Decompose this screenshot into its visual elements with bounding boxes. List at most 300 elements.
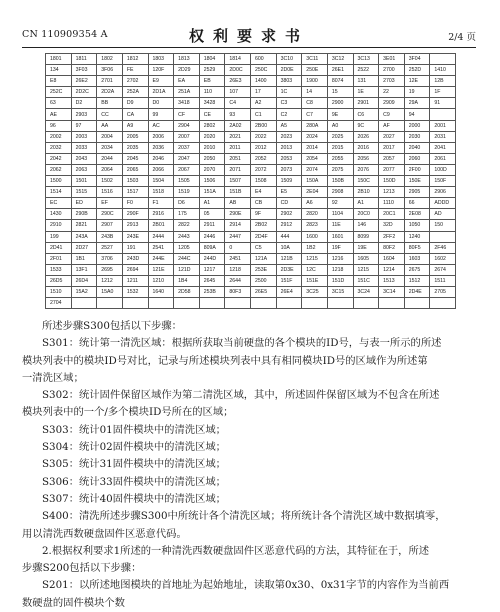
table-cell: 243A <box>71 231 97 242</box>
table-cell: 2D58 <box>174 286 200 297</box>
table-cell: 19E <box>353 242 379 253</box>
table-cell: 26E5 <box>251 286 277 297</box>
table-cell: C1 <box>251 109 277 120</box>
table-cell: 2010 <box>199 142 225 153</box>
table-cell: 2062 <box>46 164 72 175</box>
table-cell: 12B <box>430 76 456 87</box>
table-cell: 2011 <box>225 142 251 153</box>
table-cell: 26E1 <box>327 65 353 76</box>
table-cell: 2910 <box>46 220 72 231</box>
table-cell: 1F <box>430 87 456 98</box>
table-cell: 2025 <box>327 131 353 142</box>
table-cell: A6 <box>302 198 328 209</box>
table-cell: 12E <box>404 76 430 87</box>
table-cell: 1514 <box>46 187 72 198</box>
table-cell: 2701 <box>97 76 123 87</box>
table-cell: 151D <box>327 275 353 286</box>
table-cell: 2015 <box>327 142 353 153</box>
table-cell: 2674 <box>430 264 456 275</box>
table-cell: 1050 <box>404 220 430 231</box>
document-number: CN 110909354 A <box>22 29 108 40</box>
table-cell: 3C15 <box>327 286 353 297</box>
table-row <box>46 164 456 175</box>
table-row <box>46 187 456 198</box>
table-cell: 110 <box>199 87 225 98</box>
page-header <box>22 25 476 47</box>
table-cell: AA <box>97 120 123 131</box>
table-cell: 2047 <box>174 153 200 164</box>
table-cell: 2675 <box>404 264 430 275</box>
table-cell: 3F06 <box>97 65 123 76</box>
table-row <box>46 198 456 209</box>
table-cell: 1217 <box>199 264 225 275</box>
table-cell: 3C24 <box>353 286 379 297</box>
table-row <box>46 231 456 242</box>
table-cell: 05 <box>199 209 225 220</box>
table-row <box>46 242 456 253</box>
table-cell: 809A <box>199 242 225 253</box>
table-cell: AC <box>148 120 174 131</box>
table-cell: 3C14 <box>379 286 405 297</box>
table-cell: 2500 <box>251 275 277 286</box>
table-cell: 244C <box>174 253 200 264</box>
table-cell: 2014 <box>302 142 328 153</box>
table-cell <box>430 231 456 242</box>
table-cell: 2044 <box>97 153 123 164</box>
table-cell: 2904 <box>174 120 200 131</box>
table-cell: 1104 <box>327 209 353 220</box>
table-cell: 243D <box>122 253 148 264</box>
table-cell: AD <box>430 209 456 220</box>
table-cell: 251A <box>174 87 200 98</box>
claim-line: 模块列表中的一个/多个模块ID号所在的区域； <box>22 406 234 419</box>
table-cell: AF <box>379 120 405 131</box>
table-cell: 1900 <box>302 76 328 87</box>
table-cell: 2D4F <box>251 231 277 242</box>
table-cell: F1 <box>148 198 174 209</box>
table-cell: 2027 <box>379 131 405 142</box>
table-cell: 2527 <box>97 242 123 253</box>
table-cell: 2D3E <box>276 264 302 275</box>
table-cell: 1210 <box>148 275 174 286</box>
claim-line: S303：统计01固件模块中的清洗区域； <box>42 423 226 436</box>
table-cell: 63 <box>46 98 72 109</box>
table-cell <box>276 298 302 309</box>
table-cell: 2522 <box>353 65 379 76</box>
table-cell: 290E <box>225 209 251 220</box>
table-cell: 1215 <box>302 253 328 264</box>
table-cell: 2006 <box>148 131 174 142</box>
table-cell: 150C <box>353 176 379 187</box>
table-cell: EB <box>199 76 225 87</box>
table-cell: 1213 <box>379 187 405 198</box>
claim-line: 2.根据权利要求1所述的一种清洗西数硬盘固件区恶意代码的方法，其特征在于，所述 <box>42 544 430 557</box>
table-cell: 2D29 <box>174 65 200 76</box>
table-cell: 1813 <box>174 54 200 65</box>
table-cell: 1211 <box>122 275 148 286</box>
table-cell: 121A <box>251 253 277 264</box>
table-row <box>46 176 456 187</box>
table-cell: 2702 <box>122 76 148 87</box>
table-cell: 290C <box>97 209 123 220</box>
table-cell: 2443 <box>174 231 200 242</box>
table-cell: 2041 <box>430 142 456 153</box>
table-cell: 252D <box>404 65 430 76</box>
table-cell: CB <box>251 198 277 209</box>
table-cell: 3C10 <box>276 54 302 65</box>
table-cell: FE <box>122 65 148 76</box>
table-cell: 2820 <box>302 209 328 220</box>
table-cell: 2F01 <box>46 253 72 264</box>
table-cell: 120F <box>148 65 174 76</box>
table-cell: 15A2 <box>71 286 97 297</box>
table-cell: 2072 <box>251 164 277 175</box>
table-cell: 1B4 <box>174 275 200 286</box>
table-cell: 32D <box>379 220 405 231</box>
table-cell: A9 <box>122 120 148 131</box>
table-cell: 150A <box>302 176 328 187</box>
table-cell: 1533 <box>46 264 72 275</box>
table-cell: 107 <box>225 87 251 98</box>
table-cell: 2051 <box>225 153 251 164</box>
table-cell: 2900 <box>327 98 353 109</box>
table-cell: 3C13 <box>353 54 379 65</box>
table-cell: 1505 <box>174 176 200 187</box>
table-cell: 2074 <box>302 164 328 175</box>
table-cell: 1B2 <box>302 242 328 253</box>
table-cell: 280A <box>302 120 328 131</box>
table-cell: 1515 <box>71 187 97 198</box>
claim-line: S304：统计02固件模块中的清洗区域； <box>42 441 226 454</box>
table-cell <box>302 298 328 309</box>
table-cell: 2916 <box>148 209 174 220</box>
table-cell: 3F03 <box>71 65 97 76</box>
claim-line: 一清洗区域； <box>22 371 84 384</box>
table-cell: 121D <box>174 264 200 275</box>
claim-line: S400：清洗所述步骤S300中所统计各个清洗区域；将所统计各个清洗区域中数据填零， <box>42 510 446 523</box>
table-cell: 0 <box>225 242 251 253</box>
table-cell: 15A0 <box>97 286 123 297</box>
claim-line: S306：统计33固件模块中的清洗区域； <box>42 475 226 488</box>
claim-line: S307：统计40固件模块中的清洗区域； <box>42 492 226 505</box>
table-cell: A1 <box>353 198 379 209</box>
table-cell: 1803 <box>148 54 174 65</box>
table-cell: D0 <box>148 98 174 109</box>
table-cell: 20C0 <box>353 209 379 220</box>
table-cell: 2D0C <box>225 65 251 76</box>
table-cell: 1506 <box>199 176 225 187</box>
table-cell: 151E <box>302 275 328 286</box>
table-cell: D9 <box>122 98 148 109</box>
table-cell: 151C <box>353 275 379 286</box>
table-cell: 26E4 <box>276 286 302 297</box>
table-cell: 2821 <box>71 220 97 231</box>
table-cell <box>122 298 148 309</box>
table-cell: 12C <box>302 264 328 275</box>
table-cell: 1519 <box>174 187 200 198</box>
table-cell: 2703 <box>379 76 405 87</box>
table-cell: 2050 <box>199 153 225 164</box>
table-cell: 99 <box>148 109 174 120</box>
table-cell <box>430 54 456 65</box>
table-cell: 2076 <box>353 164 379 175</box>
table-cell: 191 <box>122 242 148 253</box>
table-cell <box>430 298 456 309</box>
table-cell: 175 <box>174 209 200 220</box>
table-cell: 290B <box>71 209 97 220</box>
table-cell: 1B1 <box>71 253 97 264</box>
table-cell: 2B10 <box>353 187 379 198</box>
table-cell: A1 <box>199 198 225 209</box>
table-cell: 100D <box>430 164 456 175</box>
table-cell: 1513 <box>379 275 405 286</box>
table-cell: 1214 <box>379 264 405 275</box>
table-cell: 2823 <box>302 220 328 231</box>
table-cell: 1604 <box>379 253 405 264</box>
table-cell: 150E <box>404 176 430 187</box>
table-cell: 3C12 <box>327 54 353 65</box>
table-cell: 2017 <box>379 142 405 153</box>
table-cell: 2B00 <box>251 120 277 131</box>
table-cell: 2446 <box>199 231 225 242</box>
table-cell <box>404 298 430 309</box>
table-cell: 2077 <box>379 164 405 175</box>
table-cell: 1640 <box>148 286 174 297</box>
table-cell: 26E2 <box>71 76 97 87</box>
table-cell: 80F5 <box>404 242 430 253</box>
table-cell: 2909 <box>379 98 405 109</box>
table-cell: 1218 <box>327 264 353 275</box>
table-cell: 9E <box>327 109 353 120</box>
table-cell: 26D5 <box>46 275 72 286</box>
table-cell: 290F <box>122 209 148 220</box>
table-cell: 1518 <box>148 187 174 198</box>
table-cell: 1C <box>276 87 302 98</box>
table-cell: 2F46 <box>430 242 456 253</box>
table-cell <box>199 298 225 309</box>
table-cell: 252C <box>46 87 72 98</box>
claim-line: 模块列表中的模块ID号对比，记录与所述模块列表中具有相同模块ID号的区域作为所述第 <box>22 354 428 367</box>
table-cell: 2F00 <box>404 164 430 175</box>
table-cell: 2694 <box>122 264 148 275</box>
table-cell: 2FF2 <box>379 231 405 242</box>
table-cell: E4 <box>251 187 277 198</box>
table-cell: C3 <box>276 98 302 109</box>
table-cell: 2E04 <box>302 187 328 198</box>
table-cell: 2907 <box>97 220 123 231</box>
table-cell: C5 <box>251 242 277 253</box>
claim-line: S201：以所述地图模块的首地址为起始地址，读取第0x30、0x31字节的内容作为当前西 <box>42 579 450 592</box>
table-cell: 1517 <box>122 187 148 198</box>
table-cell: 2071 <box>225 164 251 175</box>
table-cell: 2066 <box>148 164 174 175</box>
table-cell: 2007 <box>174 131 200 142</box>
table-cell: 244D <box>199 253 225 264</box>
table-cell <box>430 109 456 120</box>
table-cell: F0 <box>122 198 148 209</box>
table-cell: 2451 <box>225 253 251 264</box>
table-cell: 1215 <box>353 264 379 275</box>
table-cell: 8099 <box>353 231 379 242</box>
table-cell <box>148 298 174 309</box>
table-cell: A2 <box>251 98 277 109</box>
table-cell: D6 <box>174 198 200 209</box>
table-cell: 2000 <box>404 120 430 131</box>
table-cell: 243B <box>97 231 123 242</box>
table-cell: 2906 <box>430 187 456 198</box>
table-cell: CE <box>199 109 225 120</box>
table-cell: 1110 <box>379 198 405 209</box>
table-cell: 1602 <box>430 253 456 264</box>
table-cell: 2024 <box>302 131 328 142</box>
table-cell: EA <box>174 76 200 87</box>
table-cell: 92 <box>327 198 353 209</box>
table-cell: A5 <box>276 120 302 131</box>
table-cell: 2032 <box>46 142 72 153</box>
table-cell: 1400 <box>251 76 277 87</box>
table-cell: 1430 <box>46 209 72 220</box>
table-cell: 131 <box>353 76 379 87</box>
table-cell: 244E <box>148 253 174 264</box>
table-cell: 1811 <box>71 54 97 65</box>
table-cell: 2908 <box>327 187 353 198</box>
table-cell: 1218 <box>225 264 251 275</box>
table-cell: 2033 <box>71 142 97 153</box>
table-cell: 250C <box>251 65 277 76</box>
table-cell: 26D4 <box>71 275 97 286</box>
table-cell: 1511 <box>430 275 456 286</box>
table-cell: 252A <box>122 87 148 98</box>
table-cell: 3C11 <box>302 54 328 65</box>
table-cell: 2700 <box>379 65 405 76</box>
table-cell: 2002 <box>46 131 72 142</box>
table-cell: 26E3 <box>225 76 251 87</box>
table-cell: 2D0E <box>276 65 302 76</box>
table-cell: 2541 <box>148 242 174 253</box>
table-cell: 2444 <box>148 231 174 242</box>
table-cell: 2031 <box>430 131 456 142</box>
table-cell: C6 <box>353 109 379 120</box>
table-cell: 146 <box>353 220 379 231</box>
claim-line: 数硬盘的固件模块个数 <box>22 596 125 609</box>
table-cell: 1205 <box>174 242 200 253</box>
table-cell: 2036 <box>148 142 174 153</box>
table-cell: 134 <box>46 65 72 76</box>
table-cell: CD <box>276 198 302 209</box>
table-row <box>46 98 456 109</box>
table-cell: 2004 <box>97 131 123 142</box>
table-cell: 121B <box>276 253 302 264</box>
table-cell: 1600 <box>302 231 328 242</box>
table-cell: 2913 <box>122 220 148 231</box>
table-cell: 1510 <box>46 286 72 297</box>
table-cell: 2043 <box>71 153 97 164</box>
table-row <box>46 153 456 164</box>
table-cell: 151F <box>276 275 302 286</box>
table-cell: EF <box>97 198 123 209</box>
table-cell: 93 <box>225 109 251 120</box>
table-row <box>46 76 456 87</box>
table-cell: 1804 <box>199 54 225 65</box>
table-cell: 1802 <box>97 54 123 65</box>
table-cell: 15 <box>327 87 353 98</box>
table-cell: 2060 <box>404 153 430 164</box>
table-cell: 2063 <box>71 164 97 175</box>
table-cell: ADDD <box>430 198 456 209</box>
table-cell: 150B <box>327 176 353 187</box>
table-cell: 1508 <box>251 176 277 187</box>
table-cell: 2022 <box>251 131 277 142</box>
table-cell: 2705 <box>430 286 456 297</box>
table-cell: 3E01 <box>379 54 405 65</box>
table-cell: 96 <box>46 120 72 131</box>
table-cell: 243E <box>122 231 148 242</box>
table-cell: 2A02 <box>225 120 251 131</box>
table-cell: 2030 <box>404 131 430 142</box>
table-cell: C7 <box>302 109 328 120</box>
table-cell: 2B01 <box>148 220 174 231</box>
table-cell: 1E <box>353 87 379 98</box>
table-cell: 199 <box>46 231 72 242</box>
table-cell: 121E <box>148 264 174 275</box>
table-cell: 2903 <box>71 109 97 120</box>
table-row <box>46 286 456 297</box>
table-cell: 22 <box>379 87 405 98</box>
table-cell: EC <box>46 198 72 209</box>
table-cell: 1603 <box>404 253 430 264</box>
table-cell: 9C <box>353 120 379 131</box>
table-cell: 2D27 <box>71 242 97 253</box>
table-cell: 2447 <box>225 231 251 242</box>
table-row <box>46 209 456 220</box>
table-cell: 1500 <box>46 176 72 187</box>
table-cell: 29A <box>404 98 430 109</box>
table-cell: 2067 <box>174 164 200 175</box>
table-cell: 3428 <box>199 98 225 109</box>
table-cell: 1801 <box>46 54 72 65</box>
table-cell: 2D41 <box>46 242 72 253</box>
table-cell: 2901 <box>353 98 379 109</box>
claim-line: 步骤S200包括以下步骤： <box>22 562 142 575</box>
table-cell: 2020 <box>199 131 225 142</box>
table-cell: 1240 <box>404 231 430 242</box>
table-cell: 66 <box>404 198 430 209</box>
table-cell: C2 <box>276 109 302 120</box>
table-cell: 2D2A <box>97 87 123 98</box>
table-cell: 2042 <box>46 153 72 164</box>
table-cell: C8 <box>302 98 328 109</box>
table-cell: 13F1 <box>71 264 97 275</box>
table-cell: E9 <box>148 76 174 87</box>
table-cell: 2054 <box>302 153 328 164</box>
table-cell: A0 <box>327 120 353 131</box>
page-indicator: 2/4 页 <box>448 32 476 43</box>
table-cell: 1512 <box>404 275 430 286</box>
table-cell: 2021 <box>225 131 251 142</box>
table-row <box>46 275 456 286</box>
table-cell: 2026 <box>353 131 379 142</box>
table-cell: E8 <box>46 76 72 87</box>
table-cell: 151A <box>199 187 225 198</box>
table-cell: 1509 <box>276 176 302 187</box>
table-cell: 2912 <box>276 220 302 231</box>
module-id-table-container <box>45 53 456 309</box>
table-cell: 1605 <box>353 253 379 264</box>
table-cell: 10A <box>276 242 302 253</box>
table-cell: 2902 <box>276 209 302 220</box>
table-cell: 2E08 <box>404 209 430 220</box>
document-title: 权利要求书 <box>188 27 309 45</box>
